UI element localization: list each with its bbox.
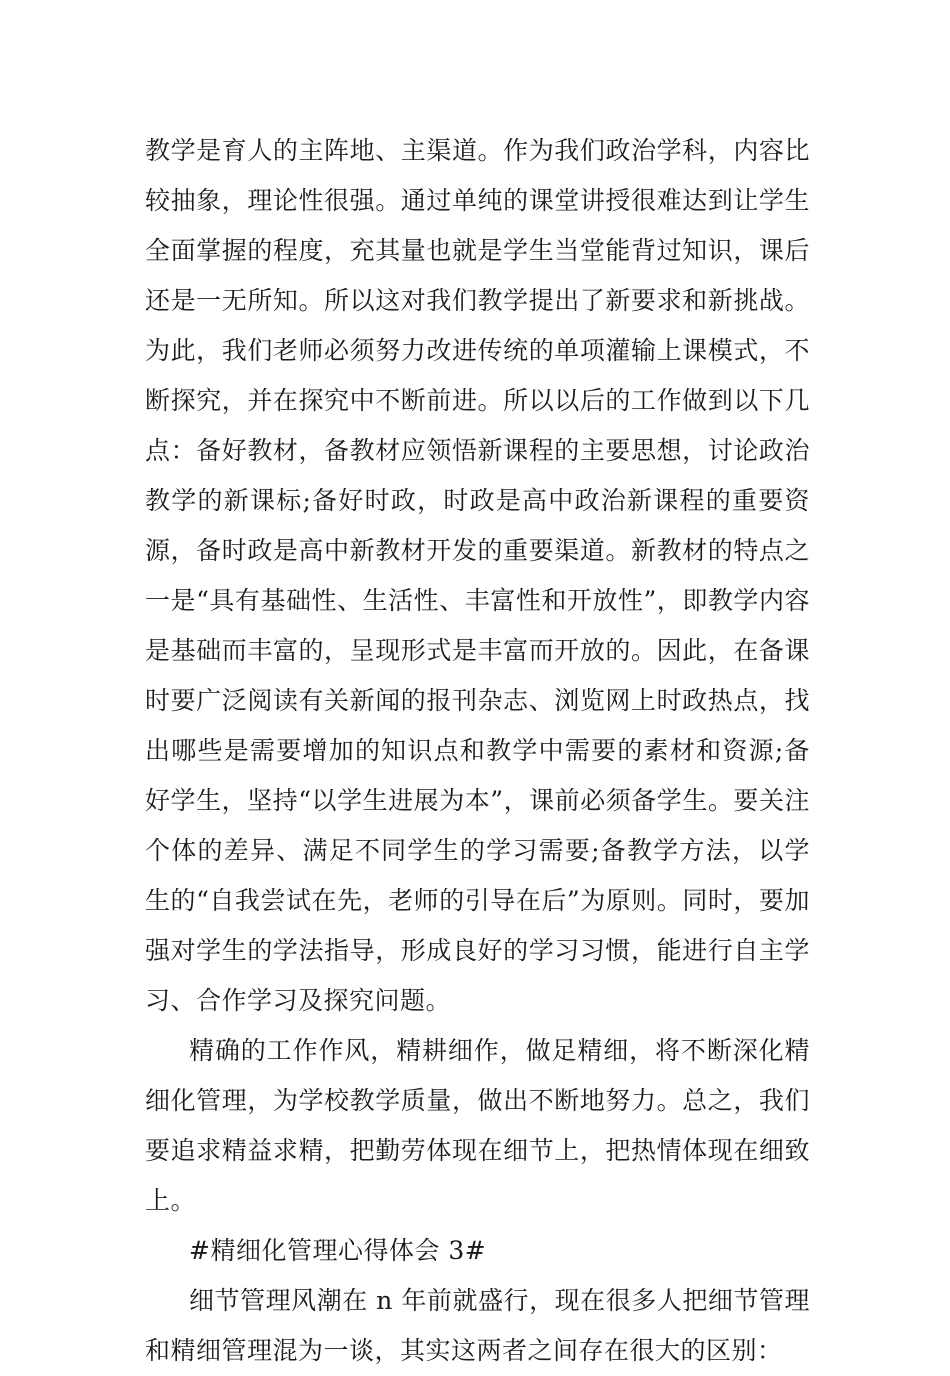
section-heading: #精细化管理心得体会 3# [189, 1236, 487, 1265]
document-body [145, 126, 810, 1376]
paragraph-detail-management: 细节管理风潮在 n 年前就盛行，现在很多人把细节管理和精细管理混为一谈，其实这两者之间存在很大的区别： [145, 1286, 810, 1365]
paragraph-work-style: 精确的工作作风，精耕细作，做足精细，将不断深化精细化管理，为学校教学质量，做出不断地努力。总之，我们要追求精益求精，把勤劳体现在细节上，把热情体现在细致上。 [145, 1036, 810, 1215]
paragraph-teaching: 教学是育人的主阵地、主渠道。作为我们政治学科，内容比较抽象，理论性很强。通过单纯的课堂讲授很难达到让学生全面掌握的程度，充其量也就是学生当堂能背过知识，课后还是一无所知。所以这对我们教学提出了新要求和新挑战。为此，我们老师必须努力改进传统的单项灌输上课模式，不断探究，并在探究中不断前进。所以以后的工作做到以下几点：备好教材，备教材应领悟新课程的主要思想，讨论政治教学的新课标;备好时政，时政是高中政治新课程的重要资源，备时政是高中新教材开发的重要渠道。新教材的特点之一是“具有基础性、生活性、丰富性和开放性”，即教学内容是基础而丰富的，呈现形式是丰富而开放的。因此，在备课时要广泛阅读有关新闻的报刊杂志、浏览网上时政热点，找出哪些是需要增加的知识点和教学中需要的素材和资源;备好学生，坚持“以学生进展为本”，课前必须备学生。要关注个体的差异、满足不同学生的学习需要;备教学方法，以学生的“自我尝试在先，老师的引导在后”为原则。同时，要加强对学生的学法指导，形成良好的学习习惯，能进行自主学习、合作学习及探究问题。 [145, 136, 810, 1015]
